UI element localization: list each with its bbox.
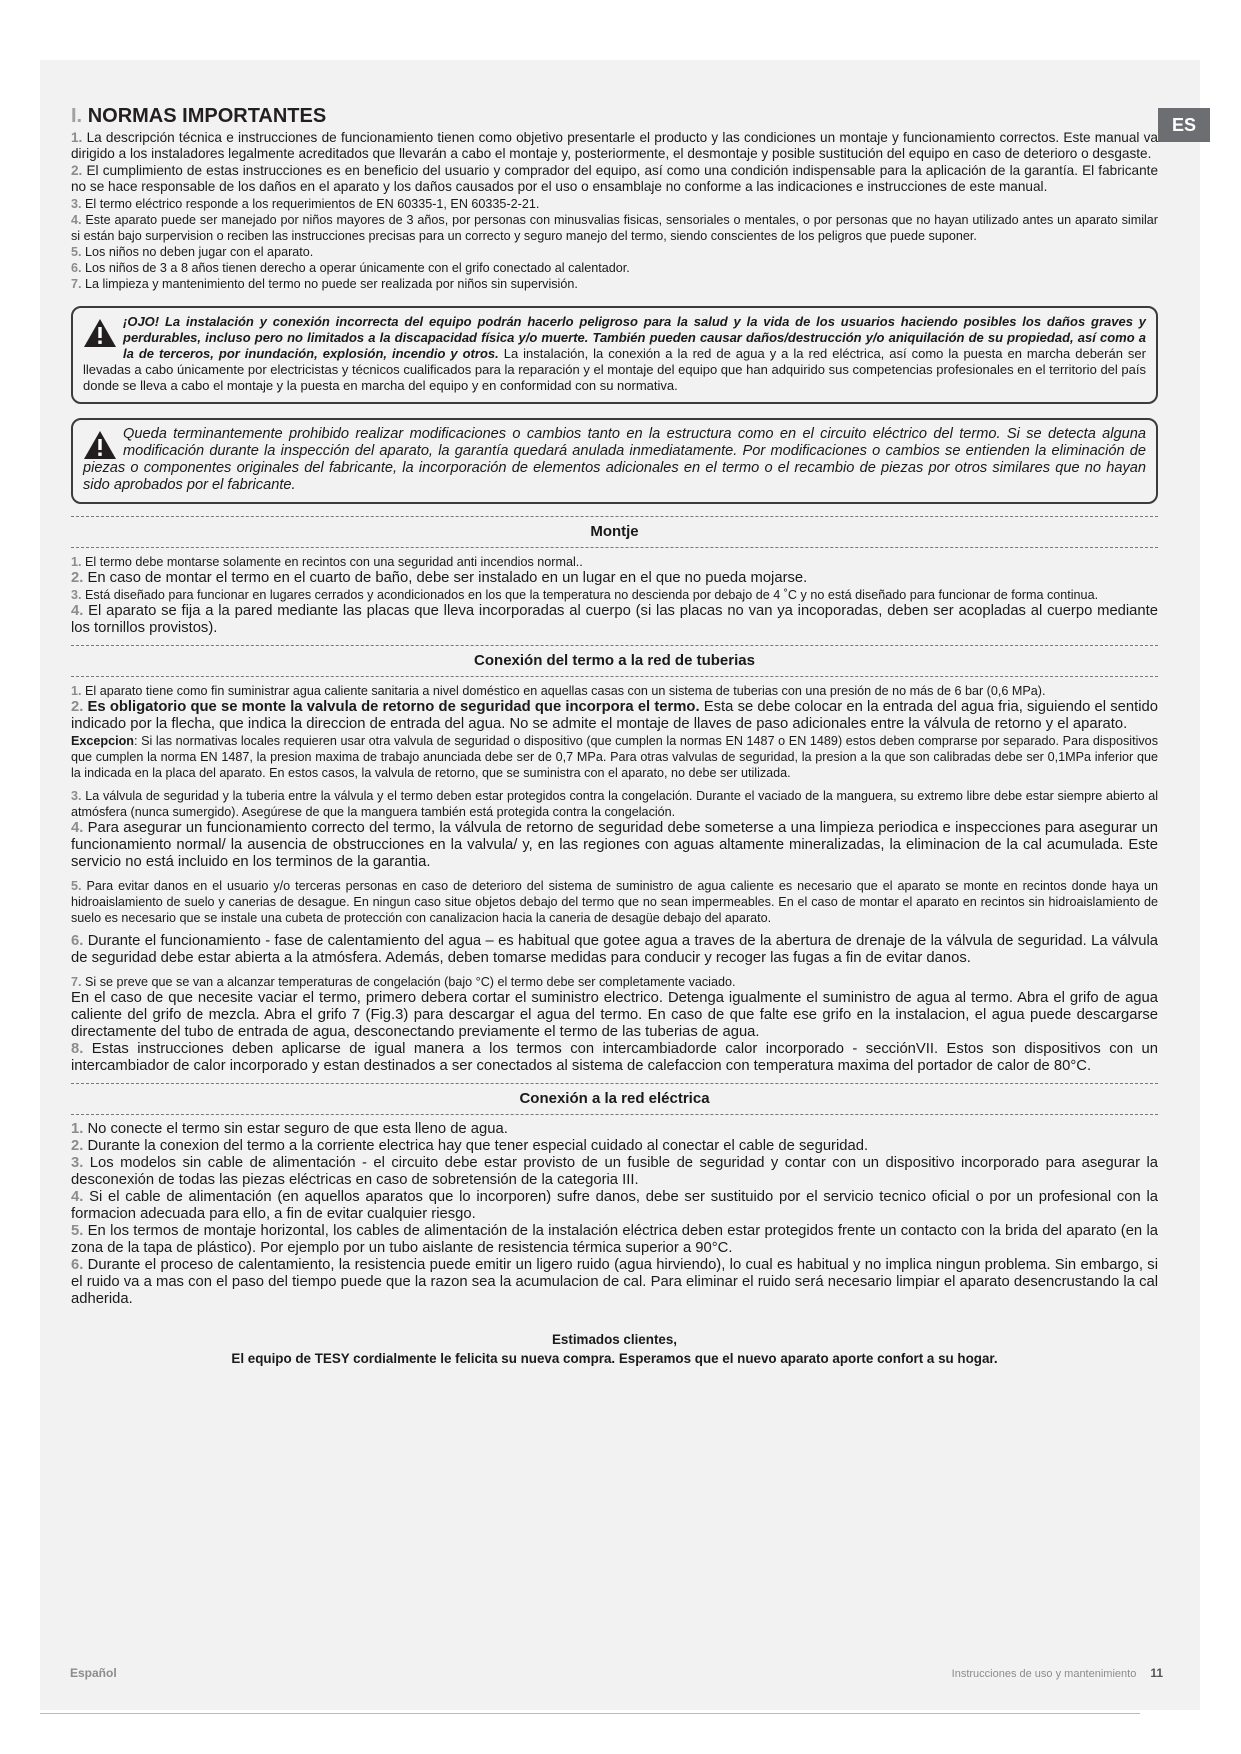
drain-instructions: En el caso de que necesite vaciar el termo, primero debera cortar el suministro electrico. Detenga igualmente el suministro de agua al termo. Abra el grifo de agua caliente del grifo de mezcla. Abra el grifo 7 (Fig.3) para descargar el agua del termo. En caso de que falte ese grifo en la instalacion, el agua puede descargarse directamente del tubo de entrada de agua, desconectando previamente el termo de las tuberias de agua. — [71, 989, 1158, 1040]
document-content — [71, 104, 1158, 1368]
list-item: 1. El termo debe montarse solamente en recintos con una seguridad anti incendios normal.. — [71, 554, 583, 569]
warning-triangle-icon — [83, 430, 117, 460]
warning-bold-text: ¡OJO! La instalación y conexión incorrecta del equipo podrán hacerlo peligroso para la salud y la vida de los usuarios haciendo posibles los daños graves y perdurables, incluso pero no limitados a la discapacidad física y/o muerte. También pueden causar daños/destrucción y/o aniquilación de su propiedad, así como a la de terceros, por inundación, explosión, incendio y otros. — [123, 313, 1146, 361]
electrica-list — [71, 1121, 1158, 1308]
exception-note: Excepcion: Si las normativas locales requieren usar otra valvula de seguridad o dispositivo (que cumplen la normas EN 1487 o EN 1489) estos deben comprarse por separado. Para dispositivos que cumplen la norma EN 1487, la presion maxima de trabajo anunciada debe ser de 0,7 MPa. Para otras valvulas de seguridad, la presion a la que son calibradas debe ser 0,1MPa inferior que la indicada en la placa del aparato. En estos casos, la valvula de retorno, que se suministra con el aparato, no debe ser utilizada. — [71, 733, 1158, 780]
montaje-list — [71, 554, 1158, 637]
list-item: 5. En los termos de montaje horizontal, los cables de alimentación de la instalación eléctrica deben estar protegidos frente un contacto con la brida del aparato (en la zona de la tapa de plástico). Por ejemplo por un tubo aislante de resistencia térmica superior a 90°C. — [71, 1222, 1158, 1256]
warning-box-modifications — [71, 418, 1158, 504]
list-item: 5. Para evitar danos en el usuario y/o terceras personas en caso de deterioro del sistema de suministro de agua caliente es necesario que el aparato se monte en recintos donde haya un hidroaislamiento de suelo y canerias de desague. En ningun caso situe objetos debajo del termo que no sean impermeables. En el caso de montar el aparato en recintos sin hidroaislamiento de suelo es necesario que se instale una cubeta de protección con canalizacion hacia la caneria de desagüe debajo del aparato. — [71, 878, 1159, 925]
footer-right — [952, 1666, 1163, 1680]
language-tab: ES — [1158, 108, 1210, 142]
list-item: 8. Estas instrucciones deben aplicarse de igual manera a los termos con intercambiadorde calor incorporado - secciónVII. Estos son dispositivos con un intercambiador de calor incorporado y estan destinados a ser conectados al sistema de calefaccion con temperatura maxima del portador de calor de 80°C. — [71, 1040, 1158, 1074]
warning-text: Queda terminantemente prohibido realizar modificaciones o cambios tanto en la estructura como en el circuito eléctrico del termo. Si se detecta alguna modificación durante la inspección del aparato, la garantía quedará anulada inmediatamente. Por modificaciones o cambios se entienden la eliminación de piezas o componentes originales del fabricante, la incorporación de elementos adicionales en el termo o el recambio de piezas por otros similares que no hayan sido aprobados por el fabricante. — [83, 425, 1146, 493]
list-item: 6. Durante el funcionamiento - fase de calentamiento del agua – es habitual que gotee agua a traves de la abertura de drenaje de la válvula de seguridad. La válvula de seguridad debe estar abierta a la atmósfera. Además, deben tomarse medidas para conducir y recoger las fugas a fin de evitar danos. — [71, 932, 1158, 966]
section-title: NORMAS IMPORTANTES — [87, 105, 327, 127]
list-item: 3. El termo eléctrico responde a los requerimientos de EN 60335-1, EN 60335-2-21. — [71, 196, 540, 211]
normas-list — [71, 130, 1158, 292]
list-item: 7. La limpieza y mantenimiento del termo no puede ser realizada por niños sin supervisión. — [71, 276, 578, 291]
list-item: 3. Está diseñado para funcionar en lugares cerrados y acondicionados en los que la temperatura no descienda por debajo de 4 ˚C y no está diseñado para funcionar de forma continua. — [71, 587, 1099, 602]
list-item: 4. Este aparato puede ser manejado por niños mayores de 3 años, por personas con minusvalias fisicas, sensoriales o mentales, o por personas que no hayan utilizado antes un aparato similar si están bajo surpervision o reciben las instrucciones precisas para un correcto y seguro manejo del termo, siendo conscientes de los peligros que puede suponer. — [71, 212, 1158, 243]
section-number: I. — [71, 105, 83, 127]
footer-manual-title: Instrucciones de uso y mantenimiento — [951, 1668, 1137, 1680]
list-item: 1. No conecte el termo sin estar seguro de que esta lleno de agua. — [71, 1120, 508, 1137]
list-item: 3. Los modelos sin cable de alimentación - el circuito debe estar provisto de un fusible de seguridad y contar con un dispositivo incorporado para asegurar la desconexión de todas las piezas eléctricas en caso de sobretensión de la categoria III. — [71, 1154, 1158, 1188]
closing-message — [71, 1330, 1158, 1368]
list-item: 4. El aparato se fija a la pared mediante las placas que lleva incorporadas al cuerpo (si las placas no van ya incoporadas, deben ser acopladas al cuerpo mediante los tornillos provistos). — [71, 602, 1158, 636]
list-item: 1. La descripción técnica e instrucciones de funcionamiento tienen como objetivo presentarle el producto y las condiciones un montaje y funcionamiento correctos. Este manual va dirigido a los instaladores legalmente acreditados que llevarán a cabo el montaje y, posteriormente, el desmontaje y posible sustitución del equipo en caso de deterioro o desgaste. — [71, 130, 1158, 162]
tuberias-list — [71, 683, 1158, 1075]
closing-greeting: Estimados clientes, — [551, 1331, 678, 1347]
list-item: 2. Durante la conexion del termo a la corriente electrica hay que tener especial cuidado al conectar el cable de seguridad. — [71, 1137, 869, 1154]
subsection-title-electrica: Conexión a la red eléctrica — [71, 1083, 1158, 1115]
bottom-divider — [40, 1713, 1140, 1714]
list-item: 6. Los niños de 3 a 8 años tienen derecho a operar únicamente con el grifo conectado al calentador. — [71, 260, 630, 275]
list-item: 7. Si se preve que se van a alcanzar temperaturas de congelación (bajo °C) el termo debe ser completamente vaciado. — [71, 974, 736, 989]
list-item: 2. Es obligatorio que se monte la valvula de retorno de seguridad que incorpora el termo. Esta se debe colocar en la entrada del agua fria, siguiendo el sentido indicado por la flecha, que indica la direccion de entrada del agua. No se admite el montaje de llaves de paso adicionales entre la válvula de retorno y el aparato. — [71, 698, 1158, 732]
list-item: 6. Durante el proceso de calentamiento, la resistencia puede emitir un ligero ruido (agua hirviendo), lo cual es habitual y no implica ningun problema. Sin embargo, si el ruido va a mas con el paso del tiempo puede que la razon sea la acumulacion de cal. Para eliminar el ruido será necesario limpiar el aparato desencrustando la cal adherida. — [71, 1256, 1158, 1307]
list-item: 3. La válvula de seguridad y la tuberia entre la válvula y el termo deben estar protegidos contra la congelación. Durante el vaciado de la manguera, su extremo libre debe estar siempre abierto al atmósfera (nunca sumergido). Asegúrese de que la manguera también está protegida contra la congelación. — [71, 788, 1158, 819]
warning-triangle-icon — [83, 318, 117, 348]
list-item: 4. Para asegurar un funcionamiento correcto del termo, la válvula de retorno de seguridad debe someterse a una limpieza periodica e inspecciones para asegurar un funcionamiento normal/ la ausencia de obstrucciones en la valvula/ y, en las regiones con aguas altamente mineralizadas, la eliminacion de la cal acumulada. Este servicio no está incluido en los terminos de la garantia. — [71, 819, 1158, 870]
list-item: 2. El cumplimiento de estas instrucciones es en beneficio del usuario y comprador del equipo, así como una condición indispensable para la aplicación de la garantía. El fabricante no se hace responsable de los daños en el aparato y los daños causados por el uso o ensamblaje no conforme a las indicaciones e instrucciones de este manual. — [71, 162, 1159, 195]
subsection-title-montaje: Montje — [71, 516, 1158, 548]
footer-language: Español — [70, 1666, 117, 1680]
warning-text: La instalación, la conexión a la red de agua y a la red eléctrica, así como la puesta en marcha deberán ser llevadas a cabo únicamente por electricistas y técnicos cualificados para la reparación y el montaje del equipo que han adquirido sus competencias profesionales en el territorio del país donde se lleva a cabo el montaje y la puesta en marcha del equipo y en conformidad con su normativa. — [83, 345, 1146, 393]
section-heading — [71, 104, 1158, 128]
list-item: 1. El aparato tiene como fin suministrar agua caliente sanitaria a nivel doméstico en aquellas casas con un sistema de tuberias con una presión de no más de 6 bar (0,6 MPa). — [71, 683, 1046, 698]
list-item: 2. En caso de montar el termo en el cuarto de baño, debe ser instalado en un lugar en el que no pueda mojarse. — [71, 569, 808, 586]
subsection-title-tuberias: Conexión del termo a la red de tuberias — [71, 645, 1158, 677]
warning-box-installation — [71, 306, 1158, 404]
closing-text: El equipo de TESY cordialmente le felicita su nueva compra. Esperamos que el nuevo aparato aporte confort a su hogar. — [231, 1350, 998, 1366]
list-item: 4. Si el cable de alimentación (en aquellos aparatos que lo incorporen) sufre danos, debe ser sustituido por el servicio tecnico oficial o por un profesional con la formacion adecuada para ello, a fin de evitar cualquier riesgo. — [71, 1188, 1158, 1222]
list-item: 5. Los niños no deben jugar con el aparato. — [71, 244, 314, 259]
page-number: 11 — [1150, 1666, 1163, 1680]
